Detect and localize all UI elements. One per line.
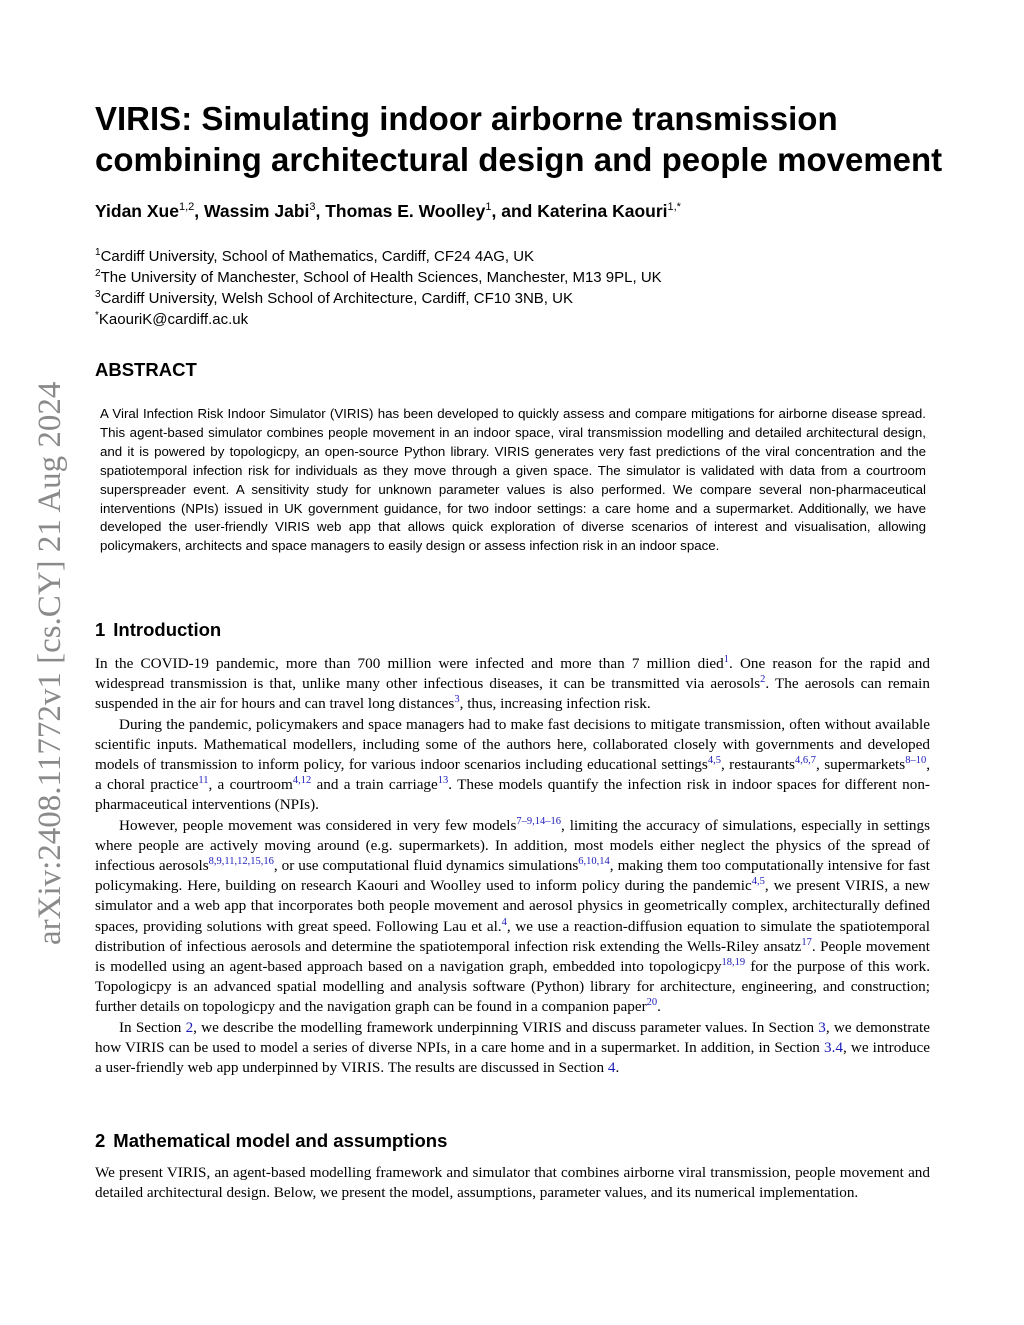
text-run: In Section (119, 1018, 186, 1036)
text-run: . (657, 998, 661, 1016)
text-run: , a courtroom (208, 776, 293, 794)
text-run: for the purpose of this work. Topologicpy is an advanced spatial modelling and analysis software (Python) library for architecture, engineering, and construction; further details on topologicpy and the navigation graph can be found in a companion paper (95, 958, 930, 1016)
text-run: , we demonstrate how VIRIS can be used to model a series of diverse NPIs, in a care home and in a supermarket. In addition, in Section (95, 1018, 930, 1056)
citation-link[interactable]: 8,9,11,12,15,16 (208, 855, 274, 867)
paragraph (95, 654, 930, 715)
text-run: , we use a reaction-diffusion equation to simulate the spatiotemporal distribution of infectious aerosols and determine the spatiotemporal infection risk extending the Wells-Riley ansatz (95, 917, 931, 955)
section-link[interactable]: 3 (818, 1018, 826, 1036)
author-list (95, 198, 955, 224)
text-run: , making them too computationally intensive for fast policymaking. Here, building on research Kaouri and Woolley used to inform policy during the pandemic (95, 857, 930, 895)
citation-link[interactable]: 8–10 (905, 754, 927, 766)
text-run: During the pandemic, policymakers and space managers had to make fast decisions to mitigate transmission, often without available scientific inputs. Mathematical modellers, including some of the authors here, collaborated closely with governments and developed models of transmission to inform policy, for various indoor scenarios including educational settings (95, 715, 930, 774)
citation-link[interactable]: 13 (437, 775, 449, 787)
arxiv-identifier-sidebar (30, 345, 70, 945)
citation-link[interactable]: 3 (454, 694, 460, 706)
text-run: , we describe the modelling framework underpinning VIRIS and discuss parameter values. In Section (193, 1018, 819, 1036)
author-2: Thomas E. Woolley$^1$, and (325, 201, 538, 221)
text-run: and a train carriage (311, 776, 438, 794)
text-run: , or use computational fluid dynamics simulations (273, 857, 579, 875)
section-link[interactable]: 3.4 (824, 1038, 843, 1056)
citation-link[interactable]: 2 (760, 674, 766, 686)
corresponding-email: *KaouriK@cardiff.ac.uk (95, 310, 249, 328)
citation-link[interactable]: 6,10,14 (578, 855, 610, 867)
paragraph (95, 1163, 930, 1203)
text-run: , we present VIRIS, a new simulator and a web app that incorporates both people movement and aerosol physics in geometrically complex, architecturally defined spaces, providing solutions with great speed. Following Lau et al. (95, 877, 930, 935)
citation-link[interactable]: 4,5 (707, 754, 721, 766)
paper-title: VIRIS: Simulating indoor airborne transmission combining architectural design and people movement (95, 100, 943, 178)
author-1: Wassim Jabi$^3$, (204, 201, 326, 221)
text-run: . People movement is modelled using an agent-based approach based on a navigation graph, embedded into topologicpy (95, 937, 930, 976)
text-run: , restaurants (720, 756, 795, 774)
citation-link[interactable]: 20 (646, 997, 658, 1009)
text-run: , a choral practice (95, 756, 930, 794)
text-run: , we introduce a user-friendly web app underpinned by VIRIS. The results are discussed in Section (95, 1038, 931, 1077)
paragraph (95, 715, 930, 816)
abstract-text: A Viral Infection Risk Indoor Simulator (VIRIS) has been developed to quickly assess and compare mitigations for airborne disease spread. This agent-based simulator combines people movement in an indoor space, viral transmission modelling and detailed architectural design, and it is powered by topologicpy, an open-source Python library. VIRIS generates very fast predictions of the viral concentration and the spatiotemporal infection risk for individuals as they move through a given space. The simulator is validated with data from a courtroom superspreader event. A sensitivity study for unknown parameter values is also performed. We compare several non-pharmaceutical interventions (NPIs) issued in UK government guidance, for two indoor settings: a care home and a supermarket. Additionally, we have developed the user-friendly VIRIS web app that allows quick exploration of diverse scenarios of interest and visualisation, allowing policymakers, architects and space managers to easily design or assess infection risk in an indoor space. (100, 406, 926, 554)
citation-link[interactable]: 17 (801, 936, 812, 948)
text-run: However, people movement was considered in very few models (119, 816, 517, 834)
citation-link[interactable]: 4,12 (292, 775, 312, 787)
paragraph (95, 816, 930, 1018)
text-run: , supermarkets (815, 756, 906, 774)
author-0: Yidan Xue$^{1,2}$, (95, 201, 204, 221)
text-run: In the COVID-19 pandemic, more than 700 million were infected and more than 7 million died (95, 655, 724, 672)
section-heading-model: 2 Mathematical model and assumptions (95, 1130, 448, 1151)
citation-link[interactable]: 4,6,7 (794, 754, 816, 766)
affiliation-item: $^2$The University of Manchester, School of Health Sciences, Manchester, M13 9PL, UK (95, 268, 662, 286)
arxiv-identifier-text: arXiv:2408.11772v1 [cs.CY] 21 Aug 2024 (32, 381, 68, 945)
text-run: . (615, 1059, 620, 1077)
text-run: . One reason for the rapid and widespread transmission is that, unlike many other infectious diseases, it can be transmitted via aerosols (95, 655, 930, 693)
citation-link[interactable]: 4 (501, 916, 507, 928)
citation-link[interactable]: 7–9,14–16 (516, 815, 562, 827)
section-body-introduction (95, 654, 930, 1078)
text-run: , thus, increasing infection risk. (459, 695, 651, 713)
paragraph (95, 1018, 930, 1079)
text-run: . These models quantify the infection risk in indoor spaces for different non-pharmaceutical interventions (NPIs). (95, 776, 930, 814)
citation-link[interactable]: 11 (198, 775, 209, 787)
affiliation-list (95, 246, 955, 330)
text-run: We present VIRIS, an agent-based modelling framework and simulator that combines airborne viral transmission, people movement and detailed architectural design. Below, we present the model, assumptions, parameter values, and its numerical implementation. (95, 1164, 930, 1202)
text-run: . The aerosols can remain suspended in the air for hours and can travel long distances (95, 675, 930, 713)
abstract-heading: ABSTRACT (95, 359, 197, 380)
text-run: , limiting the accuracy of simulations, especially in settings where people are actively moving around (e.g. supermarkets). In addition, most models either neglect the physics of the spread of infectious aerosols (95, 816, 930, 875)
section-link[interactable]: 4 (607, 1059, 616, 1077)
author-3: Katerina Kaouri$^{1,*}$ (537, 201, 681, 221)
section-heading-introduction: 1 Introduction (95, 619, 222, 640)
citation-link[interactable]: 4,5 (751, 876, 765, 888)
section-body-model (95, 1163, 930, 1203)
affiliation-item: $^1$Cardiff University, School of Mathematics, Cardiff, CF24 4AG, UK (95, 247, 535, 265)
citation-link[interactable]: 18,19 (721, 956, 746, 968)
citation-link[interactable]: 1 (723, 653, 730, 665)
section-link[interactable]: 2 (185, 1018, 194, 1036)
affiliation-item: $^3$Cardiff University, Welsh School of Architecture, Cardiff, CF10 3NB, UK (95, 289, 573, 307)
